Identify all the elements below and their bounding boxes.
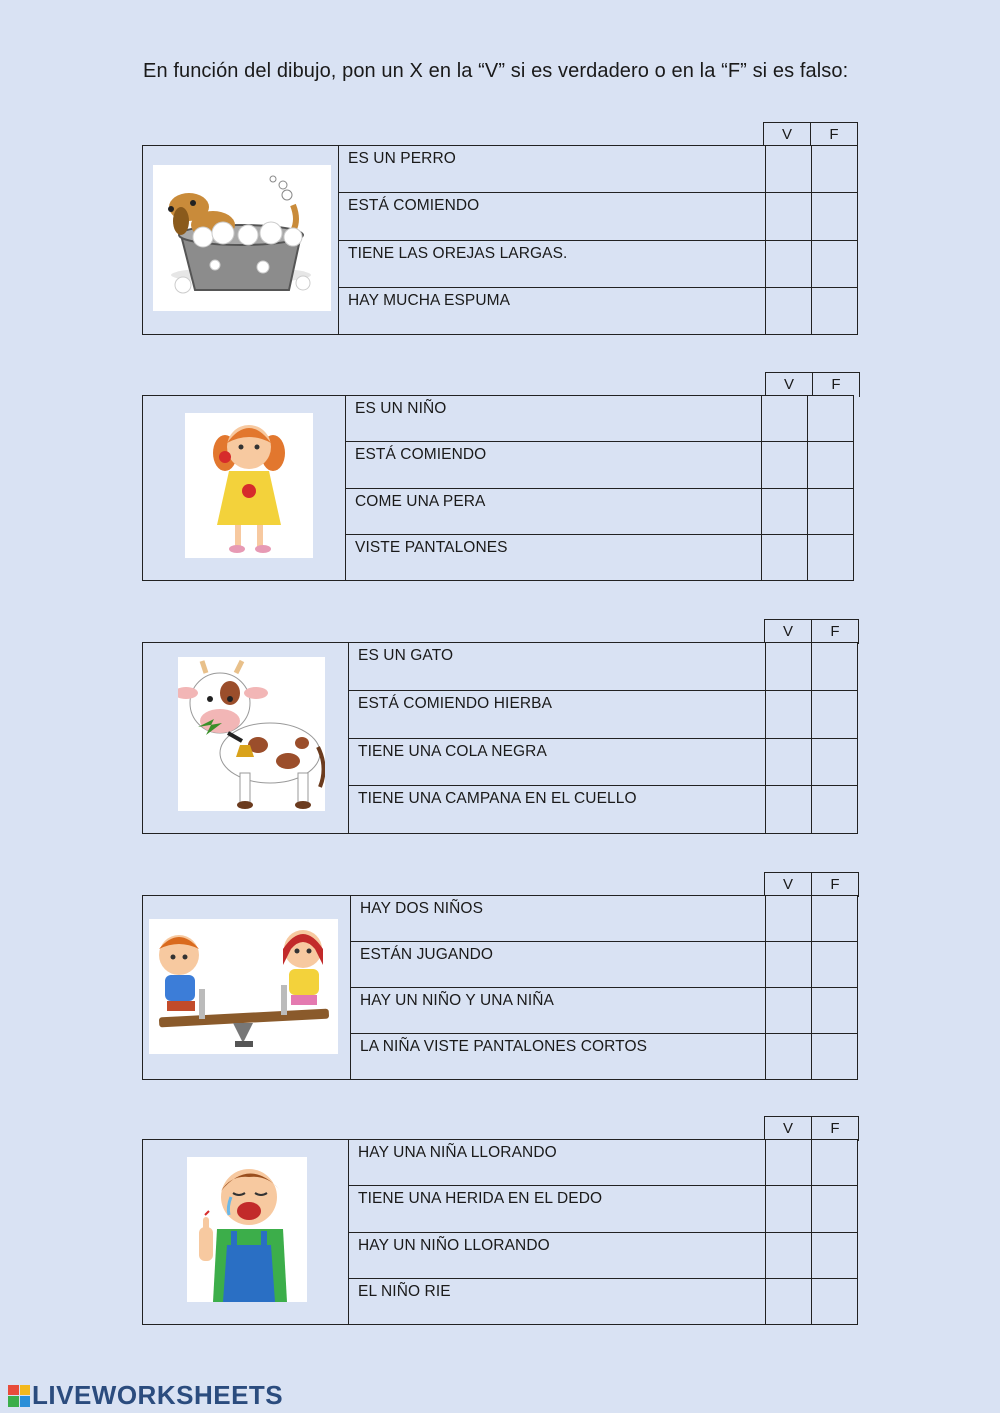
statement-text: ES UN PERRO — [348, 150, 456, 167]
exercise-table — [142, 895, 858, 1080]
v-label: V — [782, 623, 793, 640]
exercise-4 — [142, 872, 858, 1080]
statement-text: HAY UN NIÑO Y UNA NIÑA — [360, 992, 554, 1009]
statement-text: HAY UN NIÑO LLORANDO — [358, 1236, 550, 1254]
statement-row — [349, 1185, 857, 1231]
statement-text: LA NIÑA VISTE PANTALONES CORTOS — [360, 1038, 648, 1055]
statement-row — [339, 146, 857, 192]
answer-box-v[interactable] — [765, 146, 811, 192]
answer-box-v[interactable] — [765, 739, 811, 786]
answer-box-f[interactable] — [811, 988, 857, 1033]
picture-cell — [143, 896, 351, 1079]
girl-apple-picture — [185, 413, 313, 558]
statement-text: ES UN GATO — [358, 647, 454, 664]
exercise-table — [142, 642, 858, 834]
exercise-table — [142, 1139, 858, 1325]
statement-rows — [346, 396, 853, 580]
answer-box-f[interactable] — [811, 1034, 857, 1079]
answer-box-f[interactable] — [807, 396, 853, 441]
answer-box-v[interactable] — [765, 1034, 811, 1079]
boy-crying-picture — [187, 1157, 307, 1302]
statement-row — [339, 240, 857, 287]
statement-row — [346, 441, 853, 487]
statement-rows — [339, 146, 857, 334]
picture-cell — [143, 146, 339, 334]
statement-text: VISTE PANTALONES — [355, 538, 508, 556]
answer-box-v[interactable] — [761, 396, 807, 441]
statement-text: ESTÁ COMIENDO — [355, 446, 487, 464]
vf-header — [764, 619, 859, 644]
answer-box-v[interactable] — [765, 288, 811, 334]
brand-name: LIVEWORKSHEETS — [32, 1380, 284, 1410]
statement-text: TIENE UNA HERIDA EN EL DEDO — [358, 1190, 603, 1208]
statement-row — [346, 534, 853, 580]
picture-cell — [143, 396, 346, 580]
answer-box-f[interactable] — [811, 1233, 857, 1278]
footer-brand — [8, 1380, 283, 1411]
answer-box-v[interactable] — [765, 241, 811, 287]
answer-box-v[interactable] — [765, 1186, 811, 1231]
vf-header — [763, 122, 858, 147]
answer-box-v[interactable] — [765, 1233, 811, 1278]
f-label: F — [811, 873, 858, 897]
statement-row — [346, 488, 853, 534]
answer-box-v[interactable] — [761, 489, 807, 534]
answer-box-v[interactable] — [761, 442, 807, 487]
v-label: V — [781, 126, 792, 143]
picture-cell — [143, 643, 349, 833]
statement-row — [351, 987, 857, 1033]
statement-rows — [349, 643, 857, 833]
answer-box-f[interactable] — [811, 896, 857, 941]
answer-box-v[interactable] — [765, 193, 811, 239]
answer-box-v[interactable] — [765, 942, 811, 987]
exercise-5 — [142, 1116, 858, 1326]
statement-text: HAY UNA NIÑA LLORANDO — [358, 1144, 557, 1161]
statement-row — [349, 785, 857, 833]
statement-row — [349, 1278, 857, 1324]
answer-box-f[interactable] — [811, 643, 857, 690]
v-label: V — [782, 1120, 793, 1137]
answer-box-f[interactable] — [811, 691, 857, 738]
statement-row — [349, 738, 857, 786]
f-label: F — [810, 123, 857, 147]
statement-row — [349, 1232, 857, 1278]
statement-text: ESTÁ COMIENDO — [348, 197, 480, 215]
answer-box-f[interactable] — [811, 1186, 857, 1231]
exercise-table — [142, 145, 858, 335]
answer-box-f[interactable] — [807, 489, 853, 534]
exercise-1 — [142, 122, 858, 335]
statement-text: TIENE UNA COLA NEGRA — [358, 742, 547, 760]
statement-text: ESTÁ COMIENDO HIERBA — [358, 694, 553, 712]
picture-cell — [143, 1140, 349, 1324]
answer-box-f[interactable] — [811, 1140, 857, 1185]
f-label: F — [811, 620, 858, 644]
answer-box-f[interactable] — [811, 146, 857, 192]
statement-text: COME UNA PERA — [355, 492, 486, 510]
v-label: V — [783, 376, 794, 393]
answer-box-v[interactable] — [761, 535, 807, 580]
statement-text: ES UN NIÑO — [355, 400, 447, 417]
statement-row — [349, 690, 857, 738]
f-label: F — [811, 1117, 858, 1141]
answer-box-v[interactable] — [765, 896, 811, 941]
statement-row — [346, 396, 853, 441]
vf-header — [764, 1116, 859, 1141]
answer-box-v[interactable] — [765, 786, 811, 833]
statement-text: TIENE UNA CAMPANA EN EL CUELLO — [358, 790, 637, 808]
statement-text: HAY DOS NIÑOS — [360, 900, 484, 917]
vf-header — [764, 872, 859, 897]
answer-box-v[interactable] — [765, 1140, 811, 1185]
answer-box-v[interactable] — [765, 643, 811, 690]
statement-row — [349, 643, 857, 690]
exercise-table — [142, 395, 854, 581]
statement-row — [349, 1140, 857, 1185]
statement-row — [351, 896, 857, 941]
answer-box-f[interactable] — [811, 288, 857, 334]
f-label: F — [812, 373, 859, 397]
answer-box-v[interactable] — [765, 1279, 811, 1324]
answer-box-f[interactable] — [811, 1279, 857, 1324]
answer-box-v[interactable] — [765, 988, 811, 1033]
exercise-2 — [142, 372, 858, 582]
statement-row — [351, 941, 857, 987]
statement-rows — [351, 896, 857, 1079]
statement-rows — [349, 1140, 857, 1324]
statement-row — [351, 1033, 857, 1079]
statement-text: ESTÁN JUGANDO — [360, 946, 494, 963]
answer-box-f[interactable] — [811, 241, 857, 287]
answer-box-f[interactable] — [811, 786, 857, 833]
answer-box-f[interactable] — [811, 739, 857, 786]
statement-text: TIENE LAS OREJAS LARGAS. — [348, 244, 568, 262]
vf-header — [765, 372, 860, 397]
exercise-3 — [142, 619, 858, 834]
answer-box-v[interactable] — [765, 691, 811, 738]
statement-text: HAY MUCHA ESPUMA — [348, 291, 511, 309]
cow-bell-picture — [178, 657, 325, 811]
answer-box-f[interactable] — [811, 942, 857, 987]
statement-row — [339, 192, 857, 239]
instructions-text: En función del dibujo, pon un X en la “V” si es verdadero o en la “F” si es falso: — [143, 60, 849, 82]
answer-box-f[interactable] — [807, 442, 853, 487]
kids-seesaw-picture — [149, 919, 338, 1054]
answer-box-f[interactable] — [807, 535, 853, 580]
statement-text: EL NIÑO RIE — [358, 1282, 451, 1300]
v-label: V — [782, 876, 793, 893]
liveworksheets-logo-icon — [8, 1385, 30, 1407]
statement-row — [339, 287, 857, 334]
answer-box-f[interactable] — [811, 193, 857, 239]
dog-bath-picture — [153, 165, 331, 311]
